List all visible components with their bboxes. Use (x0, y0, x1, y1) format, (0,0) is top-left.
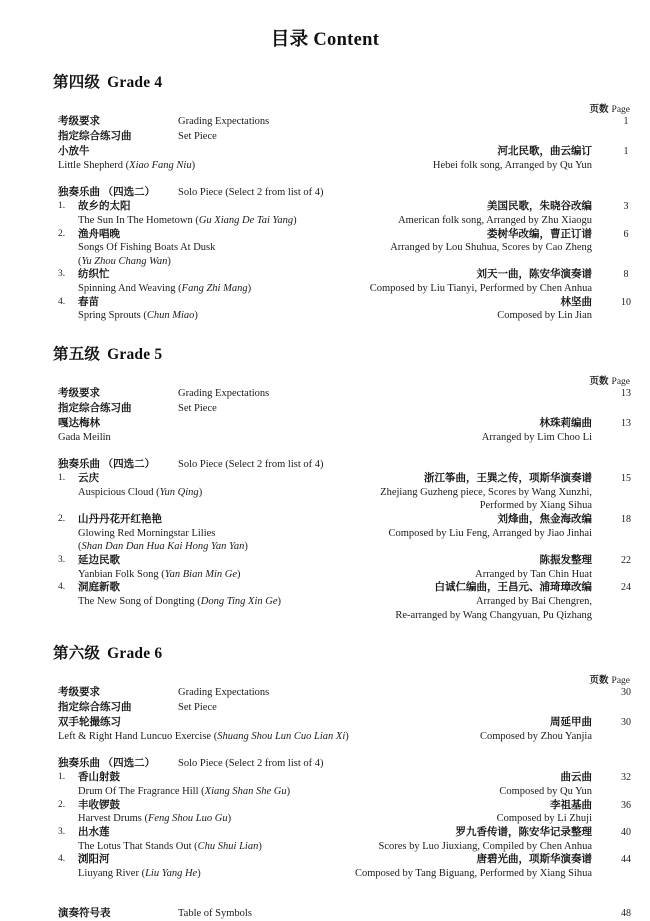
piece-body (78, 826, 598, 853)
grade-heading-cn: 第五级 (53, 345, 101, 363)
row-indent (0, 853, 58, 880)
row-indent (0, 228, 58, 269)
set-piece-page-number: 30 (621, 717, 631, 729)
solo-piece-heading (0, 186, 650, 201)
set-piece-title-en (58, 730, 349, 744)
pinyin-text: Shan Dan Dan Hua Kai Hong Yan Yan (81, 541, 245, 553)
page-column-header-en: Page (611, 105, 630, 115)
piece-page-number: 44 (621, 854, 631, 866)
row-indent (0, 554, 58, 581)
row-indent (0, 581, 58, 622)
credit-continuation: Performed by Xiang Sihua (479, 500, 592, 512)
piece-title-en (78, 241, 215, 255)
solo-piece-heading-en: Solo Piece (Select 2 from list of 4) (178, 186, 324, 198)
piece-body (78, 799, 598, 826)
set-piece-subtitle-row (0, 431, 650, 445)
piece-number: 1. (58, 473, 66, 484)
piece-title-row-en (78, 840, 598, 854)
set-piece-title-en (58, 159, 195, 173)
piece-credit-en: Composed by Liu Feng, Arranged by Jiao Jinhai (388, 527, 592, 539)
grade-heading-cn: 第六级 (53, 645, 101, 663)
piece-title-en (78, 527, 215, 541)
piece-title-row-en (78, 568, 598, 582)
requirement-label-cn: 指定综合练习曲 (58, 130, 132, 142)
requirement-page-number: 30 (621, 687, 631, 699)
piece-title-pinyin: Dong Ting Xin Ge (200, 595, 278, 607)
page-column-header (0, 672, 650, 686)
set-piece-credit-en: Hebei folk song, Arranged by Qu Yun (432, 159, 592, 171)
requirement-page-number (598, 701, 650, 716)
set-piece-title-line (58, 716, 598, 730)
set-piece-title-row (0, 145, 650, 159)
piece-body (78, 268, 598, 295)
piece-title-row-cn (78, 268, 598, 282)
piece-title-row-cn (78, 472, 598, 486)
set-piece-title-cn: 嘎达梅林 (58, 417, 100, 429)
solo-piece-heading (0, 458, 650, 473)
piece-body (78, 296, 598, 323)
piece-number: 2. (58, 799, 66, 810)
piece-number: 2. (58, 228, 66, 239)
piece-number: 4. (58, 296, 66, 307)
piece-title-en-tail: ) (258, 840, 262, 852)
piece-title-en (78, 812, 231, 826)
piece-title-pinyin: Yan Bian Min Ge (164, 568, 237, 580)
set-piece-credit-en: Composed by Zhou Yanjia (479, 730, 592, 742)
set-piece-title-cn: 小放牛 (58, 145, 90, 157)
requirement-page-number: 13 (621, 387, 631, 399)
piece-extra-line (78, 499, 598, 513)
piece-title-pinyin: Shuang Shou Lun Cuo Lian Xi (217, 730, 346, 742)
piece-title-row-en (78, 309, 598, 323)
requirement-label-cn: 指定综合练习曲 (58, 702, 132, 714)
piece-page-number: 15 (621, 473, 631, 485)
piece-title-cn: 纺织忙 (78, 269, 110, 281)
piece-credit-en: Zhejiang Guzheng piece, Scores by Wang Xunzhi, (380, 486, 592, 498)
piece-credit-en: Arranged by Bai Chengren, (475, 595, 592, 607)
piece-title-row-en (78, 527, 598, 541)
piece-title-en-text: Spring Sprouts ( (78, 310, 147, 322)
piece-credit-cn: 刘烽曲，焦金海改编 (497, 514, 592, 526)
pinyin-paren-close: ) (167, 255, 171, 267)
page-column-header (0, 373, 650, 387)
piece-page-number: 8 (623, 269, 629, 281)
page-column-header-cn: 页数 (589, 376, 609, 387)
piece-title-cn: 云庆 (78, 473, 99, 485)
piece-title-pinyin: Chun Miao (146, 310, 195, 322)
piece-title-row-cn (78, 296, 598, 310)
requirement-label-en: Set Piece (178, 702, 217, 714)
set-piece-subtitle-line (58, 431, 598, 445)
pinyin-paren-close: ) (244, 541, 248, 553)
piece-title-en-text: Harvest Drums ( (78, 813, 148, 825)
pinyin-paren-open: ( (78, 541, 82, 553)
row-indent (0, 417, 58, 431)
piece-title-en-text: Little Shepherd ( (58, 159, 130, 171)
piece-title-row-cn (78, 200, 598, 214)
piece-credit-en: Scores by Luo Jiuxiang, Compiled by Chen Anhua (378, 840, 592, 852)
piece-credit-en: Composed by Tang Biguang, Performed by Xiang Sihua (354, 867, 592, 879)
row-indent (0, 513, 58, 554)
piece-title-en-tail: ) (286, 786, 291, 798)
piece-title-en (78, 568, 241, 582)
set-piece-title-row (0, 417, 650, 431)
piece-credit-cn: 罗九香传谱，陈安华记录整理 (455, 827, 592, 839)
grade-section-2 (0, 342, 650, 622)
piece-credit-en: Composed by Qu Yun (499, 786, 592, 798)
piece-number: 1. (58, 772, 66, 783)
requirement-row (0, 402, 650, 417)
piece-entry (0, 513, 650, 554)
piece-body (78, 200, 598, 227)
set-piece-title-line (58, 145, 598, 159)
piece-entry (0, 799, 650, 826)
piece-title-en-tail: ) (194, 310, 198, 322)
solo-piece-heading-en: Solo Piece (Select 2 from list of 4) (178, 757, 324, 769)
piece-title-pinyin: Liu Yang He (145, 867, 198, 879)
requirement-row (0, 387, 650, 402)
row-indent (0, 402, 58, 417)
piece-number: 3. (58, 269, 66, 280)
piece-body (78, 228, 598, 269)
piece-title-cn: 山丹丹花开红艳艳 (78, 514, 162, 526)
piece-title-row-en (78, 486, 598, 500)
set-piece-subtitle-row (0, 159, 650, 173)
grade-heading-en: Grade 4 (107, 74, 163, 91)
page-column-header-en: Page (611, 376, 630, 387)
piece-title-en-text: Drum Of The Fragrance Hill ( (78, 786, 205, 798)
piece-title-row-en (78, 812, 598, 826)
grade-heading (0, 70, 650, 92)
piece-title-en-text: The Lotus That Stands Out ( (78, 840, 198, 852)
set-piece-title-cn: 双手轮撮练习 (58, 717, 121, 729)
piece-extra-line (78, 609, 598, 623)
piece-body (78, 554, 598, 581)
piece-credit-en: Arranged by Tan Chin Huat (475, 568, 592, 580)
set-piece-credit-cn: 河北民歌，曲云编订 (497, 145, 592, 157)
piece-title-en-text: Songs Of Fishing Boats At Dusk (78, 242, 216, 254)
piece-title-en-text: Auspicious Cloud ( (78, 486, 160, 498)
piece-title-en-tail: ) (293, 214, 297, 226)
piece-title-row-en (78, 214, 598, 228)
piece-title-en (78, 595, 281, 609)
piece-page-number: 36 (621, 799, 631, 811)
grade-heading (0, 342, 650, 364)
piece-number: 3. (58, 555, 66, 566)
piece-title-row-cn (78, 826, 598, 840)
requirement-page-number (598, 402, 650, 417)
footer-label-en: Table of Symbols (178, 907, 252, 919)
requirement-label-cn: 考级要求 (58, 687, 100, 699)
set-piece-page-number: 13 (621, 417, 631, 429)
piece-title-en (78, 282, 251, 296)
set-piece-credit-cn: 林珠莉编曲 (539, 417, 592, 429)
requirement-row (0, 115, 650, 130)
piece-title-en-tail: ) (277, 595, 281, 607)
piece-title-cn: 丰收锣鼓 (78, 799, 120, 811)
piece-title-en (78, 486, 202, 500)
set-piece-page-spacer (598, 159, 650, 173)
piece-title-en-tail: ) (198, 486, 203, 498)
piece-credit-cn: 刘天一曲，陈安华演奏谱 (476, 269, 592, 281)
piece-credit-cn: 白诚仁编曲，王昌元、浦琦璋改编 (434, 582, 592, 594)
piece-title-pinyin: Xiao Fang Niu (129, 159, 192, 171)
set-piece-credit-cn: 周延甲曲 (550, 717, 592, 729)
piece-title-en-tail: ) (197, 867, 201, 879)
row-indent (0, 686, 58, 701)
requirement-label-en: Grading Expectations (178, 387, 270, 399)
requirement-label-en: Grading Expectations (178, 116, 270, 127)
piece-title-cn: 故乡的太阳 (78, 201, 131, 213)
piece-entry (0, 296, 650, 323)
piece-title-en (78, 840, 262, 854)
piece-body (78, 472, 598, 513)
row-indent (0, 268, 58, 295)
piece-title-row-en (78, 867, 598, 881)
set-piece-page-spacer (598, 431, 650, 445)
pinyin-text: Yu Zhou Chang Wan (81, 255, 168, 267)
piece-body (78, 853, 598, 880)
page-title-cn: 目录 (270, 30, 309, 50)
requirement-row (0, 686, 650, 701)
piece-number: 2. (58, 514, 66, 525)
solo-piece-heading-cn: 独奏乐曲 （四选二） (58, 458, 156, 470)
row-indent (0, 757, 58, 772)
row-indent (0, 716, 58, 730)
requirement-label-cn: 指定综合练习曲 (58, 402, 132, 414)
piece-title-row-en (78, 241, 598, 255)
piece-title-en (78, 309, 198, 323)
requirement-page-number: 1 (623, 116, 629, 127)
sections-container (0, 70, 650, 881)
row-indent (0, 431, 58, 445)
set-piece-subtitle-line (58, 730, 598, 744)
piece-entry (0, 268, 650, 295)
piece-credit-cn: 美国民歌，朱晓谷改编 (487, 201, 592, 213)
set-piece-title-line (58, 417, 598, 431)
piece-title-pinyin: Gu Xiang De Tai Yang (198, 214, 294, 226)
grade-heading-en: Grade 6 (107, 645, 163, 663)
page-title-en: Content (313, 30, 380, 50)
row-indent (0, 701, 58, 716)
row-indent (0, 799, 58, 826)
requirement-label-en: Grading Expectations (178, 687, 270, 699)
piece-extra-line (78, 255, 598, 269)
requirement-page-number (598, 130, 650, 145)
piece-title-row-cn (78, 771, 598, 785)
requirement-label-cn: 考级要求 (58, 387, 100, 399)
credit-continuation: Re-arranged by Wang Changyuan, Pu Qizhang (395, 609, 592, 621)
piece-title-en-text: The Sun In The Hometown ( (78, 214, 199, 226)
requirement-label-en: Set Piece (178, 130, 217, 142)
piece-title-pinyin: Feng Shou Luo Gu (147, 813, 228, 825)
piece-title-row-cn (78, 228, 598, 242)
piece-credit-cn: 娄树华改编，曹正订谱 (487, 228, 592, 240)
row-indent (0, 186, 58, 201)
piece-number: 3. (58, 827, 66, 838)
pinyin-paren-open: ( (78, 255, 82, 267)
row-indent (0, 387, 58, 402)
piece-title-pinyin: Fang Zhi Mang (181, 283, 248, 295)
piece-title-pinyin: Xiang Shan She Gu (204, 786, 287, 798)
piece-entry (0, 853, 650, 880)
piece-entry (0, 554, 650, 581)
piece-title-en-tail: ) (345, 730, 349, 742)
piece-page-number: 22 (621, 555, 631, 567)
set-piece-page-number: 1 (623, 145, 629, 157)
piece-body (78, 581, 598, 622)
piece-credit-cn: 唐碧光曲，项斯华演奏谱 (476, 854, 592, 866)
piece-title-cn: 渔舟唱晚 (78, 228, 120, 240)
piece-credit-cn: 李祖基曲 (550, 799, 592, 811)
piece-title-cn: 出水莲 (78, 827, 110, 839)
requirement-row (0, 701, 650, 716)
piece-title-en-tail: ) (191, 159, 196, 171)
page-title (0, 0, 650, 51)
piece-title-en-text: Gada Meilin (58, 431, 111, 443)
requirement-row (0, 130, 650, 145)
piece-page-number: 18 (621, 514, 631, 526)
piece-body (78, 513, 598, 554)
row-indent (0, 730, 58, 744)
row-indent (0, 159, 58, 173)
piece-title-pinyin: Chu Shui Lian (197, 840, 259, 852)
set-piece-credit-en: Arranged by Lim Choo Li (481, 431, 592, 443)
piece-page-number: 10 (621, 296, 631, 308)
piece-title-en (78, 214, 297, 228)
page-column-header-en: Page (611, 676, 630, 687)
piece-title-row-cn (78, 853, 598, 867)
piece-number: 4. (58, 582, 66, 593)
piece-page-number: 24 (621, 582, 631, 594)
piece-entry (0, 200, 650, 227)
piece-entry (0, 771, 650, 798)
footer-label-cn: 演奏符号表 (58, 907, 111, 919)
piece-credit-cn: 曲云曲 (560, 772, 592, 784)
piece-credit-en: Composed by Liu Tianyi, Performed by Chen Anhua (369, 283, 592, 295)
solo-piece-heading-en: Solo Piece (Select 2 from list of 4) (178, 458, 324, 470)
row-indent (0, 145, 58, 159)
piece-body (78, 771, 598, 798)
page-column-header-cn: 页数 (589, 676, 609, 687)
row-indent (0, 130, 58, 145)
piece-page-number: 6 (623, 228, 629, 240)
piece-credit-en: Composed by Li Zhuji (496, 813, 592, 825)
piece-title-cn: 延边民歌 (78, 555, 120, 567)
piece-title-en-text: Left & Right Hand Luncuo Exercise ( (58, 730, 218, 742)
piece-number: 4. (58, 854, 66, 865)
solo-piece-heading-cn: 独奏乐曲 （四选二） (58, 757, 156, 769)
piece-page-number: 32 (621, 772, 631, 784)
footer-page-number: 48 (621, 907, 631, 919)
piece-page-number: 3 (623, 201, 629, 213)
piece-title-cn: 春苗 (78, 296, 99, 308)
row-indent (0, 115, 58, 130)
piece-credit-en: American folk song, Arranged by Zhu Xiaogu (398, 214, 592, 226)
row-indent (0, 200, 58, 227)
grade-section-1 (0, 70, 650, 323)
piece-entry (0, 581, 650, 622)
piece-title-en-text: Liuyang River ( (78, 867, 146, 879)
row-indent (0, 771, 58, 798)
grade-heading (0, 641, 650, 663)
piece-title-en-text: The New Song of Dongting ( (78, 595, 201, 607)
piece-credit-en: Composed by Lin Jian (497, 310, 592, 322)
piece-title-en-tail: ) (227, 813, 232, 825)
piece-extra-line (78, 540, 598, 554)
solo-piece-heading-cn: 独奏乐曲 （四选二） (58, 186, 156, 198)
set-piece-subtitle-line (58, 159, 598, 173)
page-column-header-cn: 页数 (589, 105, 609, 115)
row-indent (0, 472, 58, 513)
set-piece-title-row (0, 716, 650, 730)
piece-title-row-en (78, 282, 598, 296)
row-indent (0, 826, 58, 853)
piece-credit-cn: 林坚曲 (560, 296, 592, 308)
row-indent (0, 458, 58, 473)
piece-entry (0, 826, 650, 853)
requirement-label-cn: 考级要求 (58, 116, 100, 127)
piece-number: 1. (58, 201, 66, 212)
piece-title-row-cn (78, 799, 598, 813)
grade-heading-cn: 第四级 (53, 74, 101, 91)
piece-title-row-cn (78, 554, 598, 568)
piece-title-row-cn (78, 581, 598, 595)
piece-credit-en: Arranged by Lou Shuhua, Scores by Cao Zheng (390, 242, 592, 254)
piece-title-en (78, 867, 201, 881)
piece-title-cn: 洞庭新歌 (78, 582, 120, 594)
piece-title-cn: 香山射鼓 (78, 772, 120, 784)
requirement-label-en: Set Piece (178, 402, 217, 414)
row-indent (0, 296, 58, 323)
grade-section-3 (0, 641, 650, 880)
piece-title-en-tail: ) (247, 283, 252, 295)
piece-title-en-text: Spinning And Weaving ( (78, 283, 182, 295)
piece-title-row-en (78, 785, 598, 799)
piece-credit-cn: 陈振发整理 (539, 555, 592, 567)
set-piece-title-en (58, 431, 111, 445)
solo-piece-heading (0, 757, 650, 772)
piece-entry (0, 472, 650, 513)
piece-page-number: 40 (621, 827, 631, 839)
piece-title-row-cn (78, 513, 598, 527)
piece-title-en-text: Yanbian Folk Song ( (78, 568, 165, 580)
piece-credit-cn: 浙江筝曲，王巽之传，项斯华演奏谱 (424, 473, 592, 485)
grade-heading-en: Grade 5 (107, 345, 163, 363)
piece-title-pinyin: Yun Qing (159, 486, 199, 498)
piece-title-en-text: Glowing Red Morningstar Lilies (78, 527, 216, 539)
piece-title-en-tail: ) (237, 568, 241, 580)
piece-entry (0, 228, 650, 269)
page-column-header (0, 101, 650, 115)
set-piece-page-spacer (598, 730, 650, 744)
piece-title-row-en (78, 595, 598, 609)
piece-title-en (78, 785, 290, 799)
set-piece-subtitle-row (0, 730, 650, 744)
piece-title-cn: 浏阳河 (78, 854, 110, 866)
